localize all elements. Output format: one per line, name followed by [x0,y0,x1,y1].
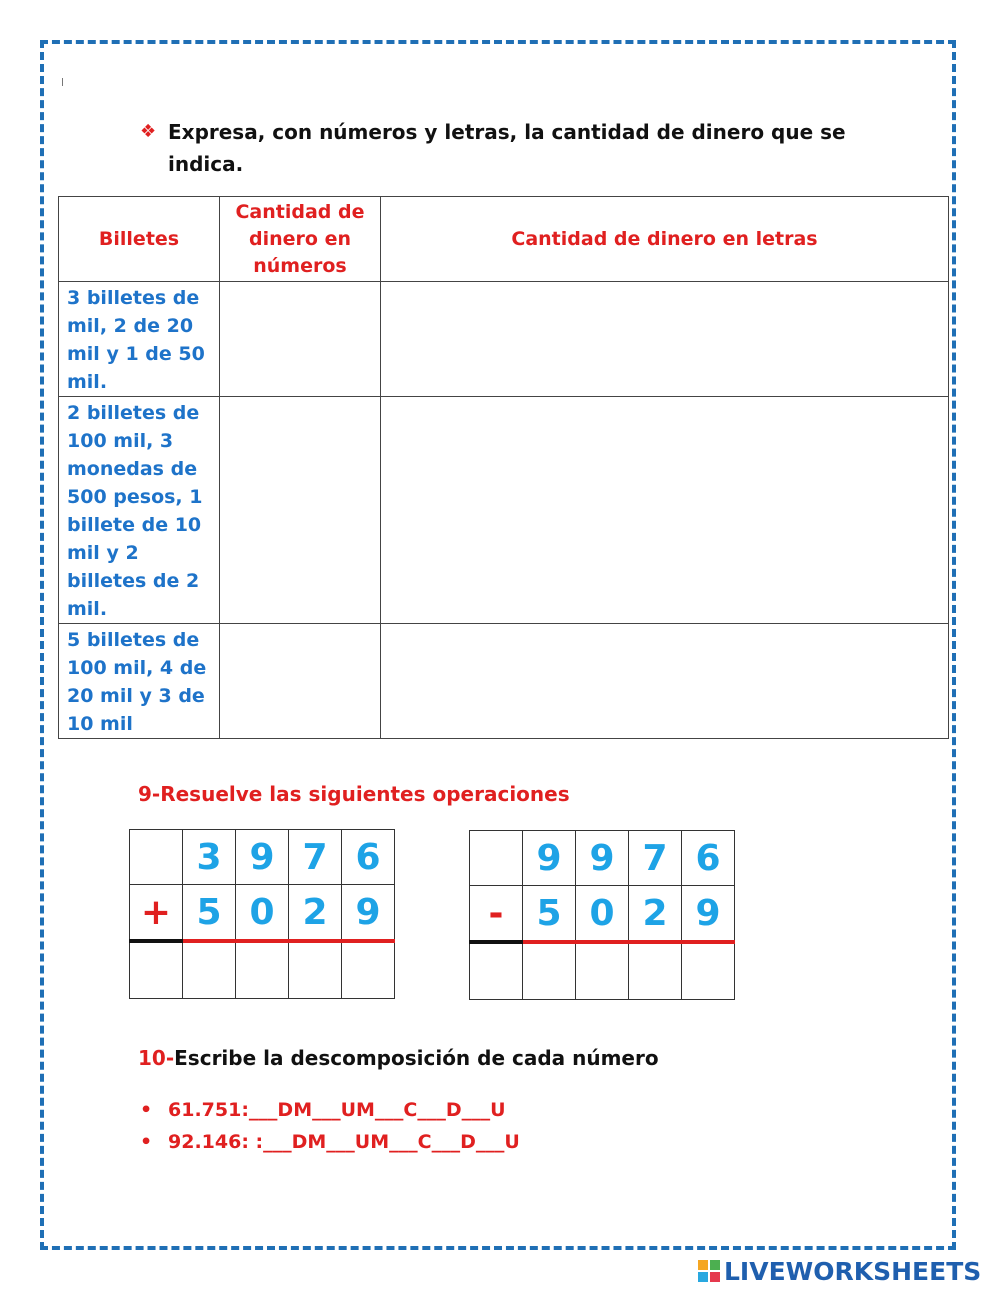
corner-mark [62,78,63,86]
digit: 5 [523,886,576,943]
logo-block [710,1272,720,1282]
subtraction-grid [469,830,735,1000]
subtraction-answer-row [470,942,735,1000]
row-description: 2 billetes de 100 mil, 3 monedas de 500 pesos, 1 billete de 10 mil y 2 billetes de 2 mil. [59,397,220,624]
logo-block [710,1260,720,1270]
digit: 6 [682,831,735,886]
amount-numbers-field[interactable] [220,624,381,739]
digit: 9 [236,830,289,885]
digit: 9 [576,831,629,886]
section-9-title: 9-Resuelve las siguientes operaciones [138,782,570,806]
decomposition-list [140,1094,520,1158]
digit: 2 [289,885,342,942]
digit: 6 [342,830,395,885]
answer-cell[interactable] [342,941,395,999]
row-description: 5 billetes de 100 mil, 4 de 20 mil y 3 de 10 mil [59,624,220,739]
liveworksheets-logo [698,1256,981,1286]
minus-sign: - [470,886,523,943]
section-10-number: 10- [138,1046,175,1070]
list-item [140,1094,520,1126]
amount-words-field[interactable] [381,624,949,739]
digit: 2 [629,886,682,943]
empty-cell [130,830,183,885]
digit: 0 [236,885,289,942]
table-header-row [59,197,949,282]
digit: 5 [183,885,236,942]
digit: 7 [289,830,342,885]
digit: 9 [523,831,576,886]
logo-block [698,1260,708,1270]
addition-bottom-row [130,885,395,942]
table-row [59,397,949,624]
table-row [59,282,949,397]
header-cantidad-numeros: Cantidad de dinero en números [220,197,381,282]
digit: 7 [629,831,682,886]
answer-cell[interactable] [183,941,236,999]
bullet-icon: • [140,1099,153,1121]
diamond-bullet-icon: ❖ [140,121,157,142]
logo-text: LIVEWORKSHEETS [724,1256,982,1286]
addition-top-row [130,830,395,885]
table-row [59,624,949,739]
answer-cell[interactable] [289,941,342,999]
bullet-icon: • [140,1131,153,1153]
answer-cell[interactable] [130,941,183,999]
digit: 3 [183,830,236,885]
answer-cell[interactable] [523,942,576,1000]
amount-numbers-field[interactable] [220,397,381,624]
logo-block [698,1272,708,1282]
subtraction-top-row [470,831,735,886]
answer-cell[interactable] [629,942,682,1000]
digit: 0 [576,886,629,943]
decomposition-text: 92.146: :___DM___UM___C___D___U [168,1131,520,1153]
digit: 9 [342,885,395,942]
subtraction-bottom-row [470,886,735,943]
answer-cell[interactable] [470,942,523,1000]
section-10-title [138,1046,659,1070]
amount-words-field[interactable] [381,397,949,624]
logo-blocks-icon [698,1260,720,1282]
section-10-text: Escribe la descomposición de cada número [174,1046,659,1070]
money-table [58,196,949,739]
plus-sign: + [130,885,183,942]
amount-numbers-field[interactable] [220,282,381,397]
answer-cell[interactable] [236,941,289,999]
header-cantidad-letras: Cantidad de dinero en letras [381,197,949,282]
instruction-text: Expresa, con números y letras, la cantidad de dinero que se indica. [168,120,846,176]
row-description: 3 billetes de mil, 2 de 20 mil y 1 de 50 mil. [59,282,220,397]
empty-cell [470,831,523,886]
list-item [140,1126,520,1158]
decomposition-text: 61.751:___DM___UM___C___D___U [168,1099,506,1121]
amount-words-field[interactable] [381,282,949,397]
answer-cell[interactable] [682,942,735,1000]
digit: 9 [682,886,735,943]
addition-answer-row [130,941,395,999]
answer-cell[interactable] [576,942,629,1000]
addition-grid [129,829,395,999]
header-billetes: Billetes [59,197,220,282]
